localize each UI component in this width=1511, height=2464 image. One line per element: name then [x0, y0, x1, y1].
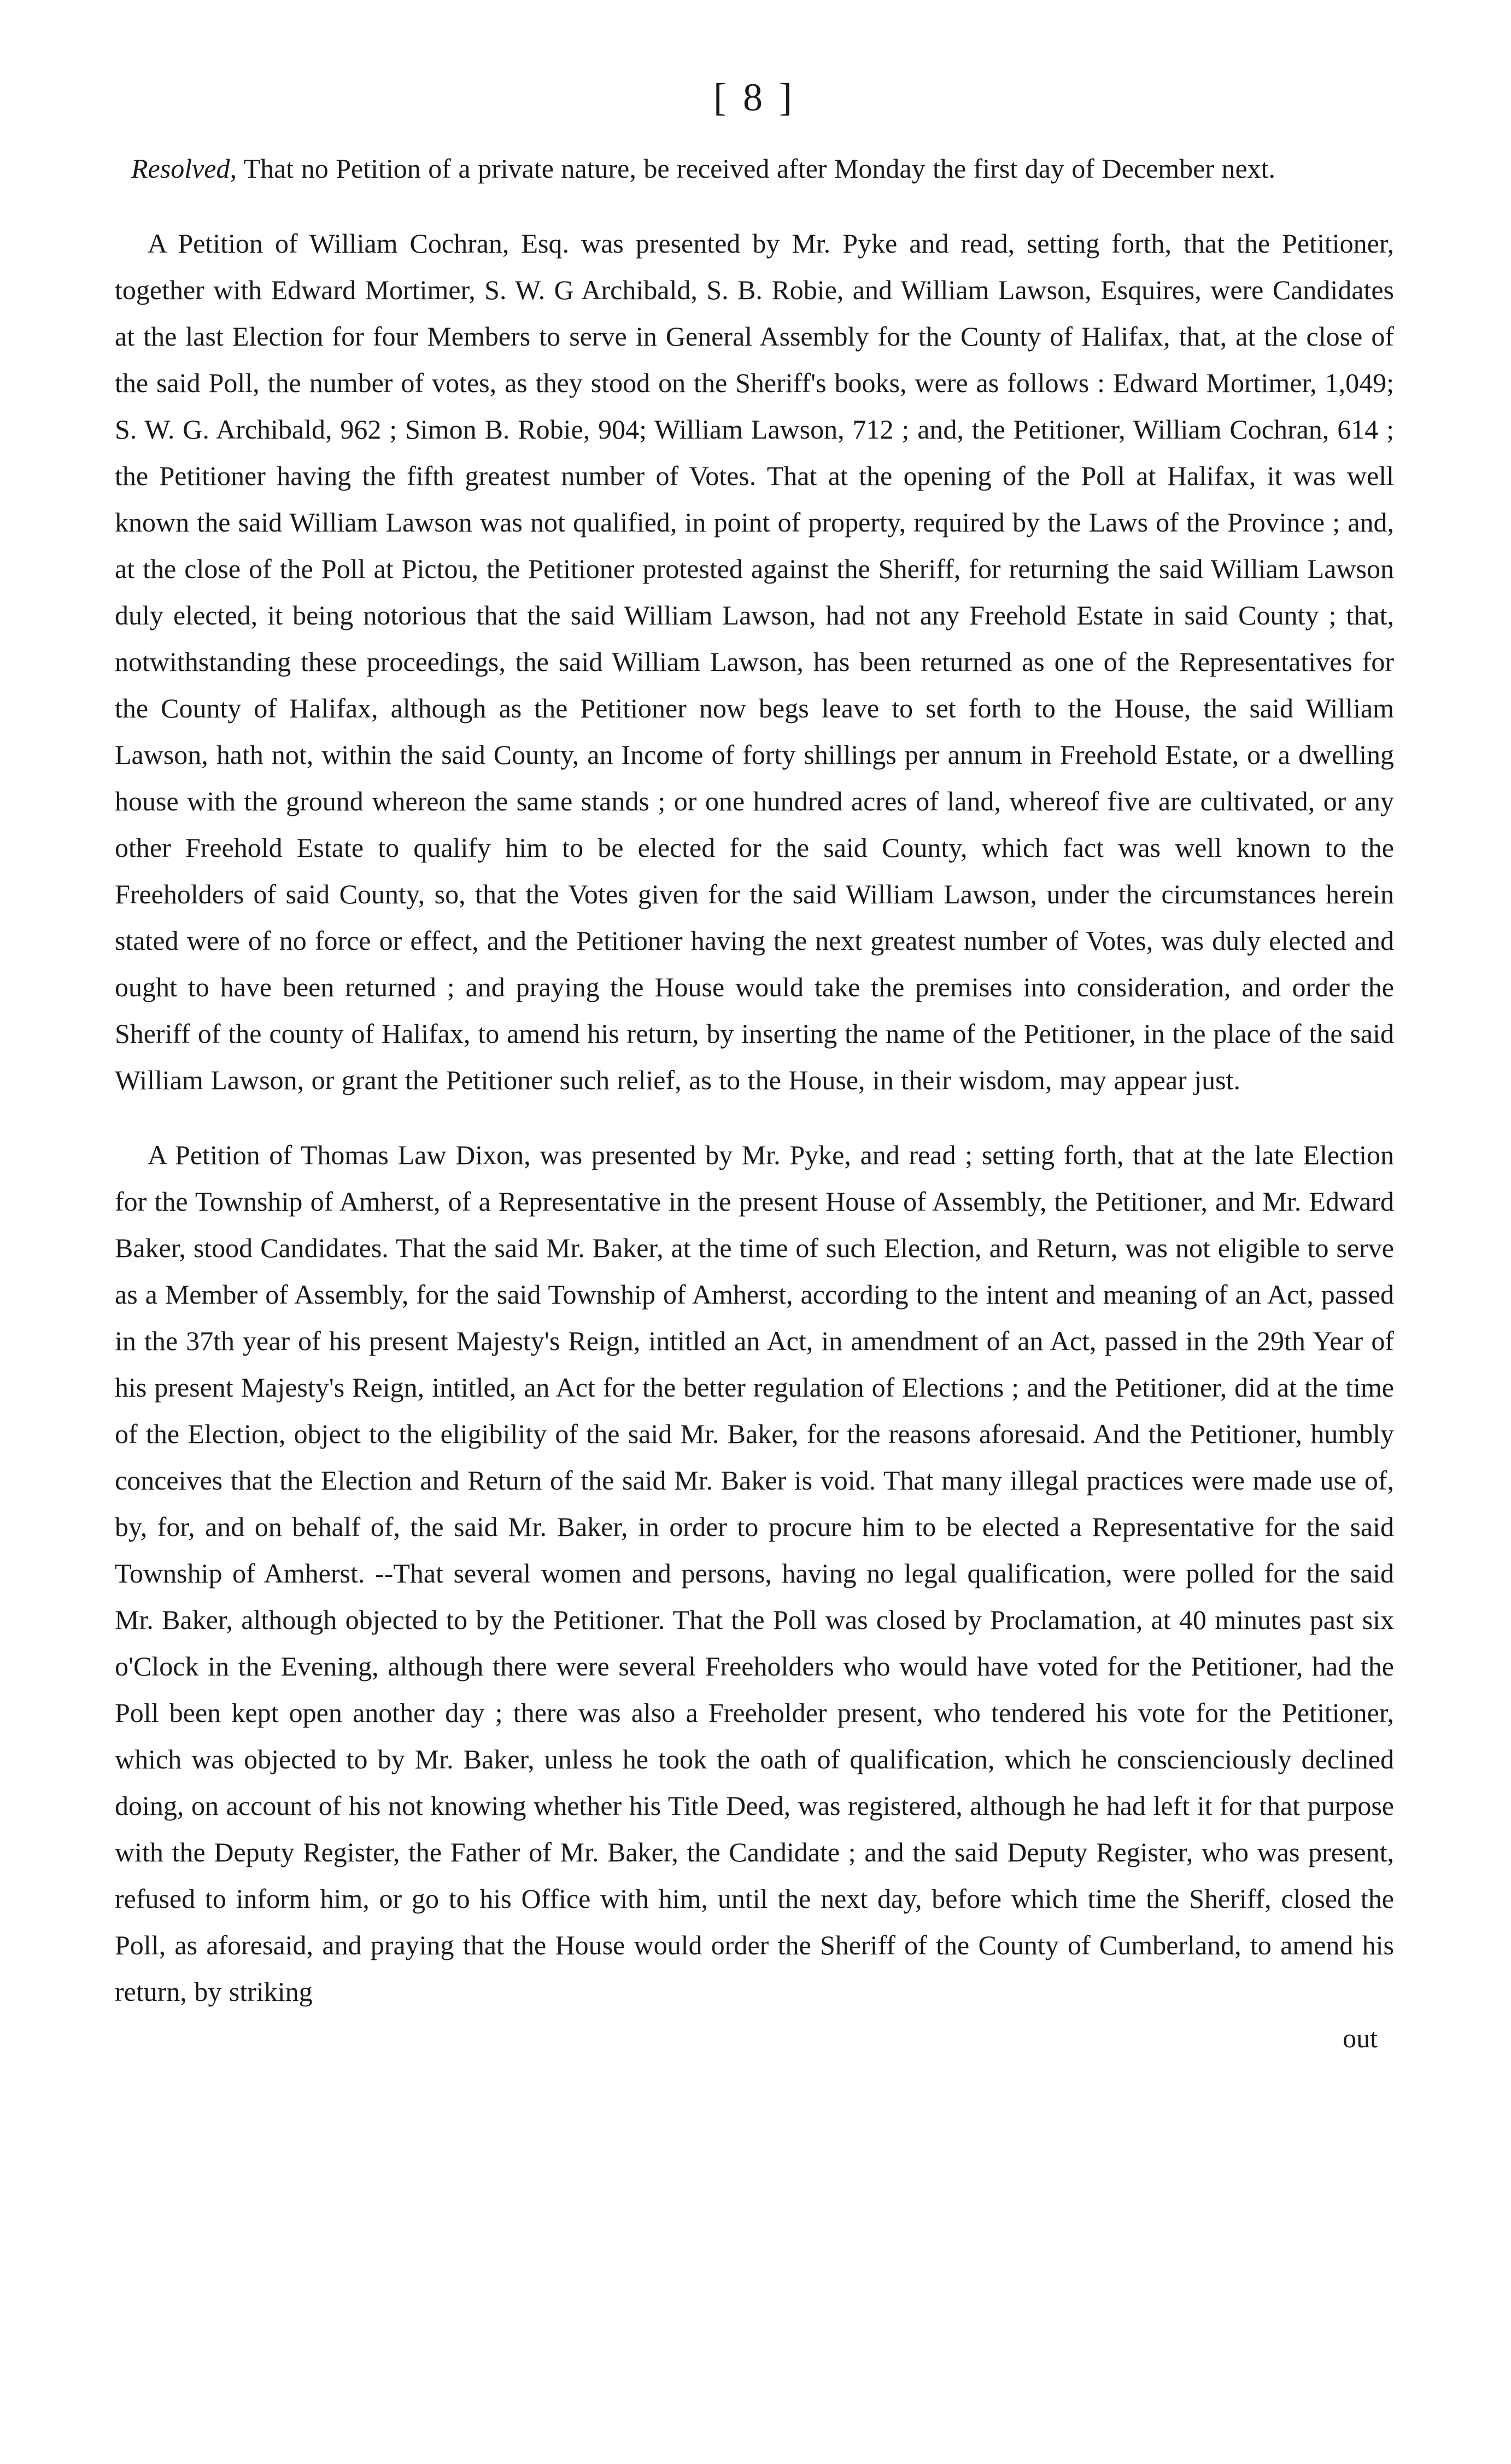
- paragraph-resolution: [115, 145, 1394, 192]
- paragraph-cochran-petition: [115, 220, 1394, 1103]
- paragraph-text: That no Petition of a private nature, be received after Monday the first day of December next.: [236, 153, 1276, 184]
- paragraph-text: A Petition of Thomas Law Dixon, was presented by Mr. Pyke, and read ; setting forth, that at the late Election for the Township of Amherst, of a Representative in the present House of Assembly, the Petitioner, and Mr. Edward Baker, stood Candidates. That the said Mr. Baker, at the time of such Election, and Return, was not eligible to serve as a Member of Assembly, for the said Township of Amherst, according to the intent and meaning of an Act, passed in the 37th year of his present Majesty's Reign, intitled an Act, in amendment of an Act, passed in the 29th Year of his present Majesty's Reign, intitled, an Act for the better regulation of Elections ; and the Petitioner, did at the time of the Election, object to the eligibility of the said Mr. Baker, for the reasons aforesaid. And the Petitioner, humbly conceives that the Election and Return of the said Mr. Baker is void. That many illegal practices were made use of, by, for, and on behalf of, the said Mr. Baker, in order to procure him to be elected a Representative for the said Township of Amherst. --That several women and persons, having no legal qualification, were polled for the said Mr. Baker, although objected to by the Petitioner. That the Poll was closed by Proclamation, at 40 minutes past six o'Clock in the Evening, although there were several Freeholders who would have voted for the Petitioner, had the Poll been kept open another day ; there was also a Freeholder present, who tendered his vote for the Petitioner, which was objected to by Mr. Baker, unless he took the oath of qualification, which he conscienciously declined doing, on account of his not knowing whether his Title Deed, was registered, although he had left it for that purpose with the Deputy Register, the Father of Mr. Baker, the Candidate ; and the said Deputy Register, who was present, refused to inform him, or go to his Office with him, until the next day, before which time the Sheriff, closed the Poll, as aforesaid, and praying that the House would order the Sheriff of the County of Cumberland, to amend his return, by striking: [115, 1140, 1394, 2007]
- catchword: out: [1343, 2023, 1378, 2053]
- paragraph-text: A Petition of William Cochran, Esq. was presented by Mr. Pyke and read, setting forth, that the Petitioner, together with Edward Mortimer, S. W. G Archibald, S. B. Robie, and William Lawson, Esquires, were Candidates at the last Election for four Members to serve in General Assembly for the County of Halifax, that, at the close of the said Poll, the number of votes, as they stood on the Sheriff's books, were as follows : Edward Mortimer, 1,049; S. W. G. Archibald, 962 ; Simon B. Robie, 904; William Lawson, 712 ; and, the Petitioner, William Cochran, 614 ; the Petitioner having the fifth greatest number of Votes. That at the opening of the Poll at Halifax, it was well known the said William Lawson was not qualified, in point of property, required by the Laws of the Province ; and, at the close of the Poll at Pictou, the Petitioner protested against the Sheriff, for returning the said William Lawson duly elected, it being notorious that the said William Lawson, had not any Freehold Estate in said County ; that, notwithstanding these proceedings, the said William Lawson, has been returned as one of the Representatives for the County of Halifax, although as the Petitioner now begs leave to set forth to the House, the said William Lawson, hath not, within the said County, an Income of forty shillings per annum in Freehold Estate, or a dwelling house with the ground whereon the same stands ; or one hundred acres of land, whereof five are cultivated, or any other Freehold Estate to qualify him to be elected for the said County, which fact was well known to the Freeholders of said County, so, that the Votes given for the said William Lawson, under the circumstances herein stated were of no force or effect, and the Petitioner having the next greatest number of Votes, was duly elected and ought to have been returned ; and praying the House would take the premises into consideration, and order the Sheriff of the county of Halifax, to amend his return, by inserting the name of the Petitioner, in the place of the said William Lawson, or grant the Petitioner such relief, as to the House, in their wisdom, may appear just.: [115, 228, 1394, 1095]
- paragraph-dixon-petition: [115, 1132, 1394, 2015]
- resolved-lead: Resolved,: [131, 153, 237, 184]
- document-page: [115, 71, 1394, 2439]
- page-number: [ 8 ]: [713, 75, 795, 119]
